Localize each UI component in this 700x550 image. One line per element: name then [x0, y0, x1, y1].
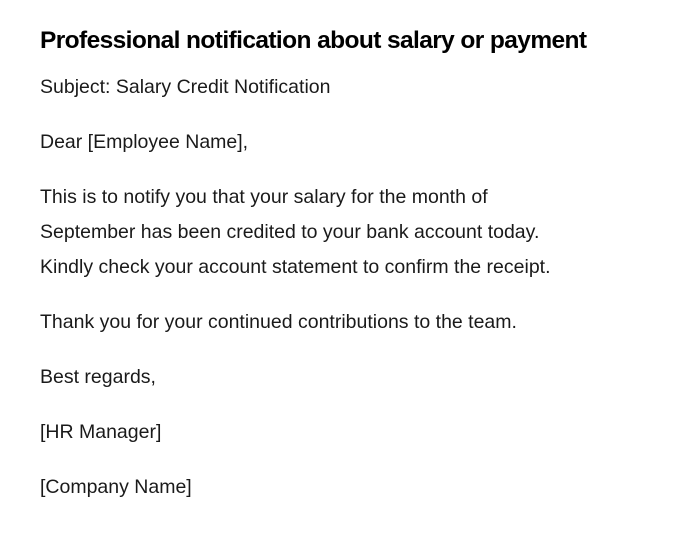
- closing-line: Best regards,: [40, 366, 156, 388]
- greeting: Dear [Employee Name],: [40, 131, 249, 153]
- body-line: Kindly check your account statement to confirm the receipt.: [40, 256, 551, 278]
- subject-line: Subject: Salary Credit Notification: [40, 76, 331, 98]
- letter-document: [40, 26, 680, 525]
- thanks-line: Thank you for your continued contributions to the team.: [40, 311, 517, 333]
- company-name: [Company Name]: [40, 476, 192, 498]
- document-title: Professional notification about salary or payment: [40, 27, 587, 54]
- body-line: This is to notify you that your salary for the month of: [40, 186, 488, 208]
- body-paragraph: [40, 180, 680, 285]
- signer-name: [HR Manager]: [40, 421, 162, 443]
- body-line: September has been credited to your bank account today.: [40, 221, 540, 243]
